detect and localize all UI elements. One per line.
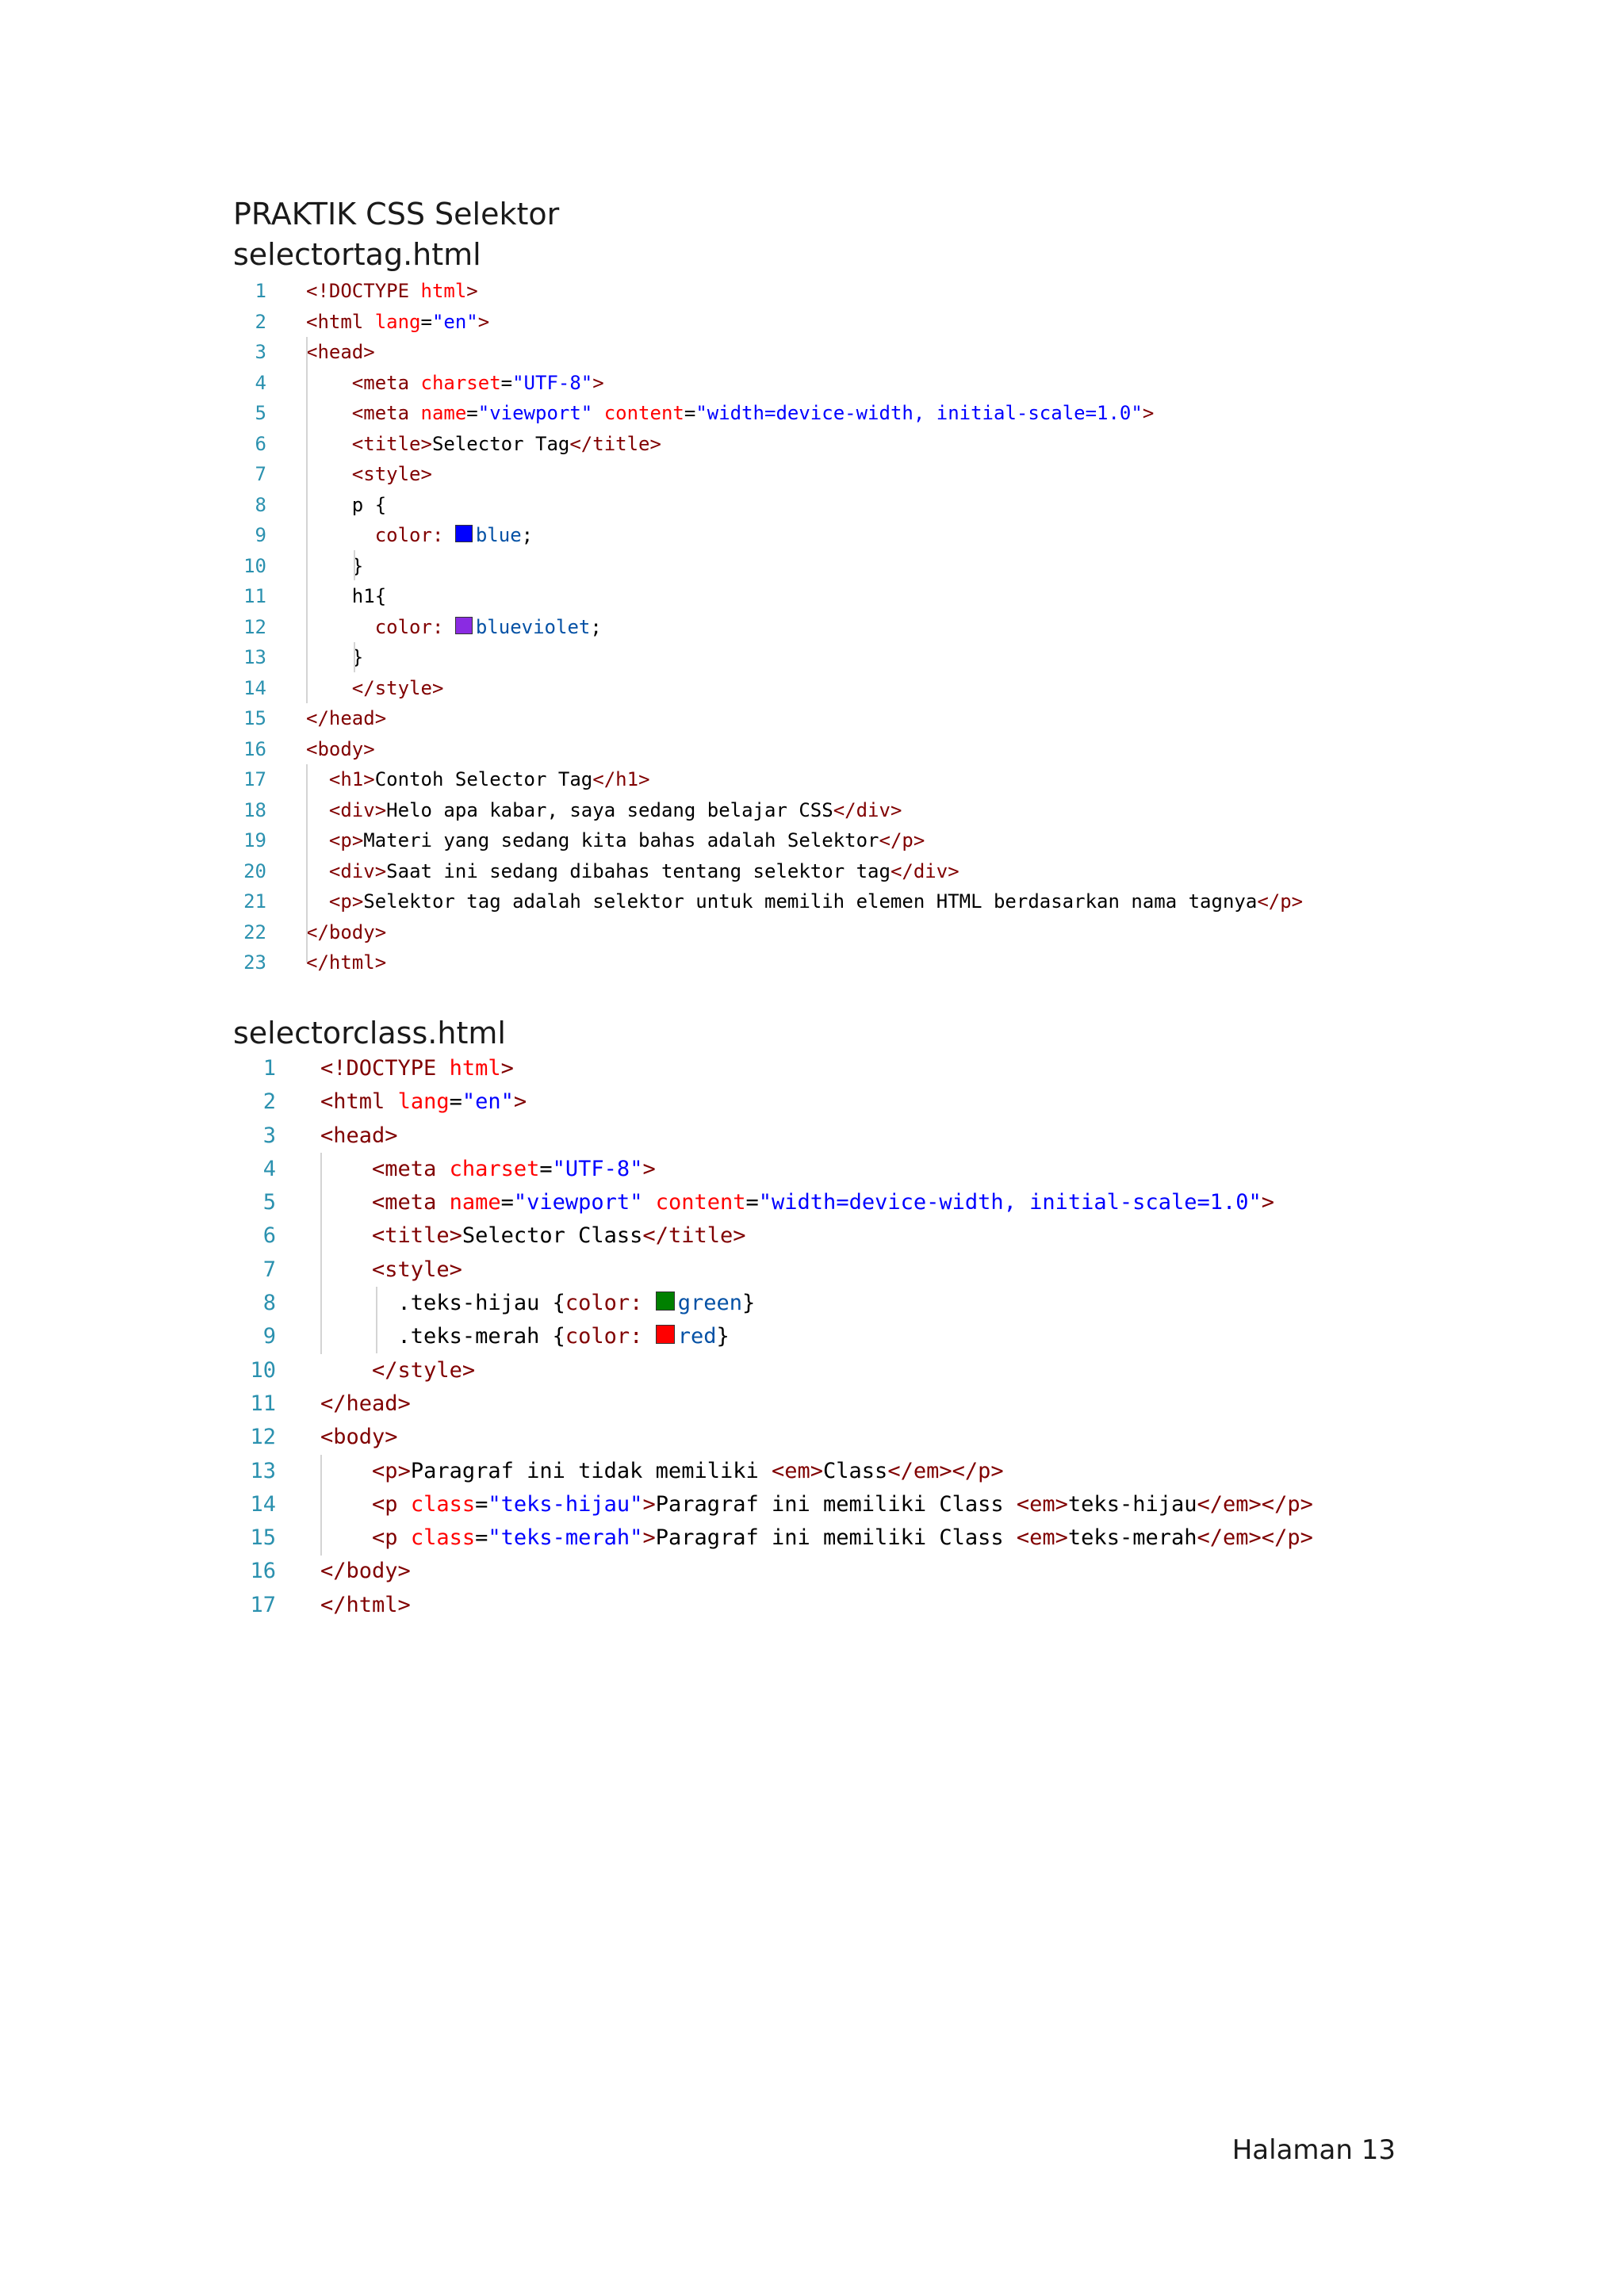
line-number: 10 (243, 554, 266, 577)
code-text: </body> (320, 1559, 411, 1584)
line-number: 23 (243, 951, 266, 974)
line-number: 9 (262, 1324, 276, 1349)
code-text: } (351, 554, 364, 577)
line-number: 19 (243, 829, 266, 851)
file-name-selectortag: selectortag.html (233, 237, 481, 272)
code-text: <html lang="en"> (320, 1089, 527, 1115)
code-text: <title>Selector Class</title> (372, 1223, 746, 1249)
color-swatch-icon (455, 617, 473, 634)
code-text: </head> (306, 707, 387, 729)
line-number: 17 (243, 768, 266, 790)
line-number: 8 (262, 1291, 276, 1316)
code-text: color: blueviolet; (374, 615, 602, 638)
line-number: 2 (262, 1089, 276, 1115)
code-text: </html> (320, 1592, 411, 1617)
line-number: 6 (255, 432, 266, 455)
file-name-selectorclass: selectorclass.html (233, 1016, 506, 1050)
page-title: PRAKTIK CSS Selektor (233, 197, 560, 232)
code-text: </body> (306, 920, 387, 943)
line-number: 3 (262, 1123, 276, 1148)
line-number: 14 (243, 676, 266, 699)
line-number: 15 (250, 1525, 276, 1551)
code-text: <meta name="viewport" content="width=device-width, initial-scale=1.0"> (372, 1190, 1275, 1215)
code-text: <p>Selektor tag adalah selektor untuk memilih elemen HTML berdasarkan nama tagnya</p> (328, 890, 1304, 913)
code-text: <p class="teks-hijau">Paragraf ini memiliki Class <em>teks-hijau</em></p> (372, 1491, 1313, 1517)
line-number: 10 (250, 1357, 276, 1383)
line-number: 1 (262, 1056, 276, 1081)
line-number: 22 (243, 920, 266, 943)
line-number: 6 (262, 1223, 276, 1249)
code-text: color: blue; (374, 524, 534, 546)
code-text: <body> (306, 737, 375, 760)
code-text: } (351, 646, 364, 668)
line-number: 11 (243, 585, 266, 607)
line-number: 7 (255, 463, 266, 485)
line-number: 15 (243, 707, 266, 729)
code-text: <style> (372, 1257, 462, 1282)
line-number: 18 (243, 798, 266, 821)
code-text: </style> (372, 1357, 476, 1383)
line-number: 16 (250, 1559, 276, 1584)
code-text: <div>Saat ini sedang dibahas tentang selektor tag</div> (328, 859, 959, 882)
indent-guide (354, 642, 355, 672)
indent-guide (320, 1153, 322, 1354)
indent-guide (320, 1455, 322, 1556)
page-number: Halaman 13 (1231, 2134, 1396, 2166)
indent-guide (306, 764, 308, 962)
code-text: <style> (351, 463, 432, 485)
code-text: <meta name="viewport" content="width=device-width, initial-scale=1.0"> (351, 402, 1155, 424)
code-text: h1{ (306, 585, 387, 607)
line-number: 20 (243, 859, 266, 882)
line-number: 5 (262, 1190, 276, 1215)
code-text: <div>Helo apa kabar, saya sedang belajar CSS</div> (328, 798, 902, 821)
line-number: 5 (255, 402, 266, 424)
line-number: 2 (255, 310, 266, 333)
line-number: 4 (262, 1156, 276, 1181)
color-swatch-icon (656, 1292, 675, 1311)
indent-guide (354, 550, 355, 580)
code-text: p { (306, 493, 387, 516)
code-text: </style> (351, 676, 444, 699)
line-number: 12 (250, 1425, 276, 1450)
code-text: </html> (306, 951, 387, 974)
line-number: 8 (255, 493, 266, 516)
code-text: <p>Materi yang sedang kita bahas adalah Selektor</p> (328, 829, 925, 851)
line-number: 13 (243, 646, 266, 668)
code-text: <meta charset="UTF-8"> (372, 1156, 656, 1181)
line-number: 7 (262, 1257, 276, 1282)
code-text: <h1>Contoh Selector Tag</h1> (328, 768, 650, 790)
line-number: 9 (255, 524, 266, 546)
color-swatch-icon (656, 1325, 675, 1344)
line-number: 17 (250, 1592, 276, 1617)
color-swatch-icon (455, 525, 473, 542)
code-text: <meta charset="UTF-8"> (351, 371, 604, 394)
code-text: <body> (320, 1425, 398, 1450)
line-number: 13 (250, 1458, 276, 1483)
code-text: .teks-merah {color: red} (397, 1324, 730, 1349)
line-number: 12 (243, 615, 266, 638)
indent-guide (376, 1287, 377, 1353)
code-text: .teks-hijau {color: green} (397, 1291, 756, 1316)
code-text: </head> (320, 1391, 411, 1416)
code-text: <html lang="en"> (306, 310, 490, 333)
code-text: <!DOCTYPE html> (306, 280, 478, 302)
line-number: 11 (250, 1391, 276, 1416)
line-number: 4 (255, 371, 266, 394)
code-text: <title>Selector Tag</title> (351, 432, 661, 455)
line-number: 16 (243, 737, 266, 760)
line-number: 1 (255, 280, 266, 302)
line-number: 21 (243, 890, 266, 913)
code-text: <head> (306, 341, 375, 363)
code-text: <p>Paragraf ini tidak memiliki <em>Class</em></p> (372, 1458, 1004, 1483)
code-text: <p class="teks-merah">Paragraf ini memiliki Class <em>teks-merah</em></p> (372, 1525, 1313, 1551)
code-text: <!DOCTYPE html> (320, 1056, 514, 1081)
code-text: <head> (320, 1123, 398, 1148)
line-number: 14 (250, 1491, 276, 1517)
line-number: 3 (255, 341, 266, 363)
indent-guide (306, 337, 308, 703)
